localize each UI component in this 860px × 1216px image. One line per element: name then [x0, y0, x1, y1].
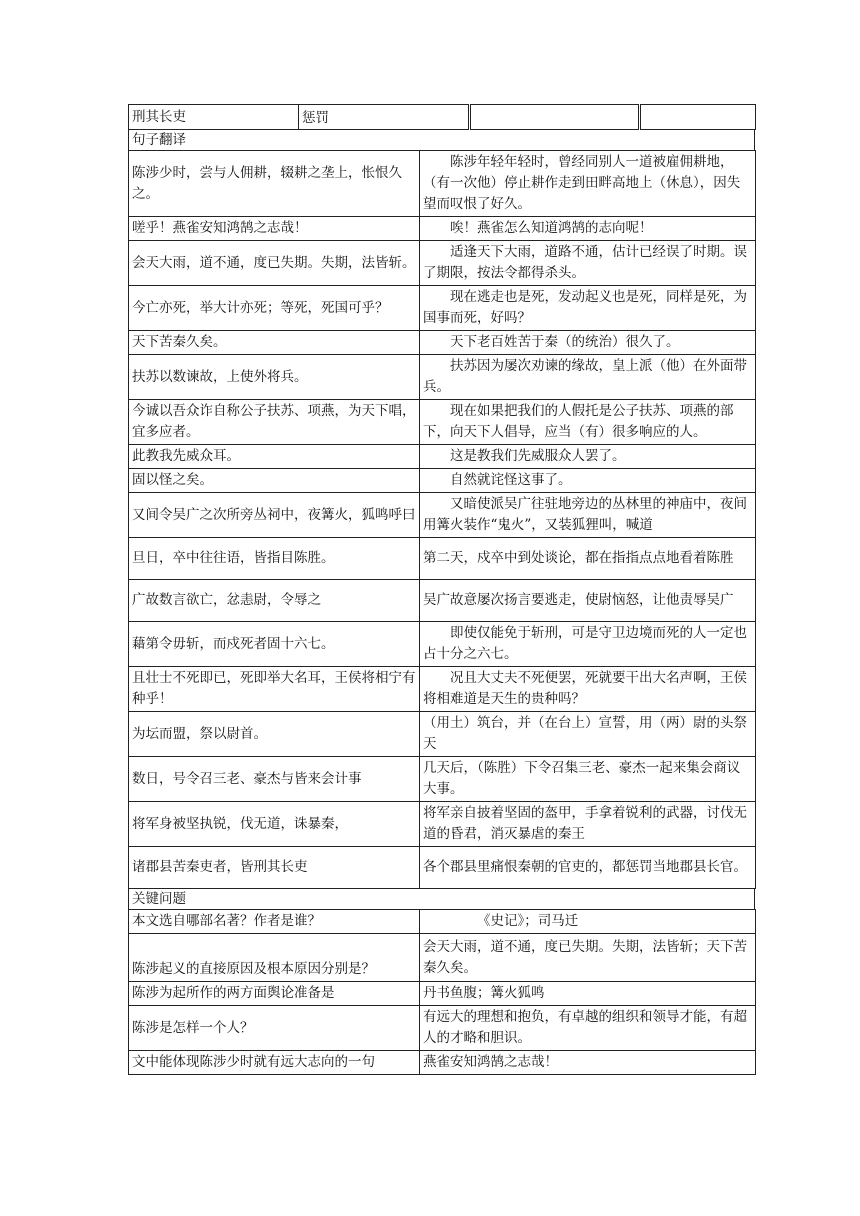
table-row	[129, 151, 756, 217]
translation-text: 适逢天下大雨，道路不通，估计已经误了时期。误了期限，按法令都得杀头。	[420, 241, 756, 286]
source-sentence: 扶苏以数谏故，上使外将兵。	[129, 355, 420, 400]
questions-heading: 关键问题	[128, 889, 755, 909]
source-sentence: 会天大雨，道不通，度已失期。失期，法皆斩。	[129, 241, 420, 286]
table-row	[129, 105, 756, 130]
table-row	[129, 241, 756, 286]
translation-text: 即使仅能免于斩刑，可是守卫边境而死的人一定也占十分之六七。	[420, 622, 756, 667]
source-sentence: 诸郡县苦秦吏者，皆刑其长吏	[129, 847, 420, 889]
table-row	[129, 331, 756, 355]
table-row	[129, 286, 756, 331]
question-text: 文中能体现陈涉少时就有远大志向的一句	[129, 1051, 420, 1075]
vocab-meaning: 惩罚	[299, 105, 470, 130]
source-sentence: 今亡亦死，举大计亦死；等死，死国可乎？	[129, 286, 420, 331]
table-row	[129, 934, 756, 982]
translation-text: 现在逃走也是死，发动起义也是死，同样是死，为国事而死，好吗？	[420, 286, 756, 331]
table-row	[129, 400, 756, 445]
source-sentence: 嗟乎！燕雀安知鸿鹄之志哉！	[129, 217, 420, 241]
translation-text: 天下老百姓苦于秦（的统治）很久了。	[420, 331, 756, 355]
table-row	[129, 445, 756, 469]
translation-text: 陈涉年轻年轻时，曾经同别人一道被雇佣耕地，（有一次他）停止耕作走到田畔高地上（休息），因失望而叹恨了好久。	[420, 151, 756, 217]
source-sentence: 固以怪之矣。	[129, 469, 420, 493]
source-sentence: 数日，号令召三老、豪杰与皆来会计事	[129, 757, 420, 802]
source-sentence: 为坛而盟，祭以尉首。	[129, 712, 420, 757]
top-vocab-table	[128, 104, 756, 130]
translation-text: （用土）筑台，并（在台上）宣誓，用（两）尉的头祭天	[420, 712, 756, 757]
translation-text: 况且大丈夫不死便罢，死就要干出大名声啊，王侯将相难道是天生的贵种吗？	[420, 667, 756, 712]
question-text: 陈涉是怎样一个人？	[129, 1006, 420, 1051]
answer-text: 燕雀安知鸿鹄之志哉！	[420, 1051, 756, 1075]
questions-table	[128, 909, 756, 1075]
vocab-term: 刑其长吏	[129, 105, 299, 130]
source-sentence: 旦日，卒中往往语，皆指目陈胜。	[129, 538, 420, 580]
answer-text: 丹书鱼腹；篝火狐鸣	[420, 982, 756, 1006]
source-sentence: 藉第令毋斩，而戍死者固十六七。	[129, 622, 420, 667]
question-text: 陈涉为起所作的两方面舆论准备是	[129, 982, 420, 1006]
source-sentence: 广故数言欲亡，忿恚尉，令辱之	[129, 580, 420, 622]
document-page	[128, 104, 755, 1075]
source-sentence: 今诚以吾众诈自称公子扶苏、项燕，为天下唱，宜多应者。	[129, 400, 420, 445]
table-row	[129, 355, 756, 400]
table-row	[129, 1051, 756, 1075]
translation-text: 各个郡县里痛恨秦朝的官吏的，都惩罚当地郡县长官。	[420, 847, 756, 889]
translation-text: 自然就诧怪这事了。	[420, 469, 756, 493]
source-sentence: 陈涉少时，尝与人佣耕，辍耕之垄上，怅恨久之。	[129, 151, 420, 217]
table-row	[129, 982, 756, 1006]
translation-text: 几天后，（陈胜）下令召集三老、豪杰一起来集会商议大事。	[420, 757, 756, 802]
source-sentence: 且壮士不死即已，死即举大名耳，王侯将相宁有种乎！	[129, 667, 420, 712]
table-row	[129, 469, 756, 493]
empty-cell	[470, 105, 640, 130]
translation-text: 第二天，戍卒中到处谈论，都在指指点点地看着陈胜	[420, 538, 756, 580]
table-row	[129, 538, 756, 580]
question-text: 本文选自哪部名著？作者是谁？	[129, 910, 420, 934]
table-row	[129, 1006, 756, 1051]
table-row	[129, 847, 756, 889]
empty-cell	[640, 105, 756, 130]
source-sentence: 将军身被坚执锐，伐无道，诛暴秦，	[129, 802, 420, 847]
translation-text: 扶苏因为屡次劝谏的缘故，皇上派（他）在外面带兵。	[420, 355, 756, 400]
table-row	[129, 493, 756, 538]
table-row	[129, 667, 756, 712]
table-row	[129, 217, 756, 241]
translation-text: 现在如果把我们的人假托是公子扶苏、项燕的部下，向天下人倡导，应当（有）很多响应的人。	[420, 400, 756, 445]
source-sentence: 此教我先威众耳。	[129, 445, 420, 469]
translation-heading: 句子翻译	[128, 130, 755, 150]
answer-text: 会天大雨，道不通，度已失期。失期，法皆斩；天下苦秦久矣。	[420, 934, 756, 982]
answer-text: 有远大的理想和抱负，有卓越的组织和领导才能，有超人的才略和胆识。	[420, 1006, 756, 1051]
source-sentence: 天下苦秦久矣。	[129, 331, 420, 355]
question-text: 陈涉起义的直接原因及根本原因分别是？	[129, 934, 420, 982]
source-sentence: 又间令吴广之次所旁丛祠中，夜篝火，狐鸣呼曰	[129, 493, 420, 538]
translation-text: 这是教我们先威服众人罢了。	[420, 445, 756, 469]
translation-text: 又暗使派吴广往驻地旁边的丛林里的神庙中，夜间用篝火装作“鬼火”，又装狐狸叫，喊道	[420, 493, 756, 538]
answer-text: 《史记》；司马迁	[420, 910, 756, 934]
table-row	[129, 802, 756, 847]
table-row	[129, 757, 756, 802]
translation-table	[128, 150, 756, 889]
translation-text: 吴广故意屡次扬言要逃走，使尉恼怒，让他责辱吴广	[420, 580, 756, 622]
table-row	[129, 580, 756, 622]
table-row	[129, 910, 756, 934]
table-row	[129, 712, 756, 757]
translation-text: 将军亲自披着坚固的盔甲，手拿着锐利的武器，讨伐无道的昏君，消灭暴虐的秦王	[420, 802, 756, 847]
translation-text: 唉！燕雀怎么知道鸿鹄的志向呢！	[420, 217, 756, 241]
table-row	[129, 622, 756, 667]
